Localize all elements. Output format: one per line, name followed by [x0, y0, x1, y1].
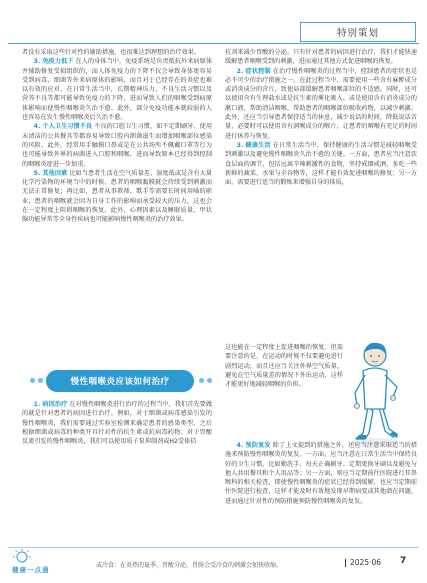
item-hygiene — [22, 122, 212, 168]
healthy-living-cont: 这也能在一定程度上促进咽喉的恢复。但需要注意的是，在运动的时候不仅要避免进行剧烈运动，而且还应当关注外界空气质量，避免在空气质量差的情况下外出运动，这样才能更好地减轻咽喉的负担。 — [225, 344, 343, 389]
item-prevent-relapse — [225, 441, 417, 506]
left-column — [22, 48, 212, 365]
intro-paragraph: 者没有采取这些针对性的辅助措施，也很难达到理想的治疗效果。 — [22, 49, 201, 56]
logo-text: 健康一点通 — [12, 566, 50, 574]
item-title: 4. 个人卫生习惯不良 — [33, 123, 93, 131]
item-text: 在日常生活当中，保持健康的生活习惯是减轻咽喉受到刺激以及避免慢性咽喉炎久治不愈的关键。一方面，患者应当注意饮食层面的调节，包括远离辛辣刺激性的食物，坚持戒烟戒酒，多吃一些新鲜的蔬菜、水果与全谷物等，这样才能有效促进咽喉的修复；另一方面，需要进行适当的锻炼来增强自身的体质， — [225, 141, 417, 187]
item-text: 比如当患者生活在空气质量差、湿度低或是含有大量化学污染物的环境当中的时候，患者的咽喉黏膜就会持续受到刺激而无法正常修复；再比如，患者从事教师、歌手等需要长时间用嗓的职业，患者的咽喉就会因为自身工作的影响而承受较大的压力，这也会在一定程度上阻碍咽喉的恢复。此外，心理因素以及睡眠质量、甲状腺功能异常等全身性疾病也可能影响慢性咽喉炎的治疗效果。 — [22, 169, 212, 224]
lightbulb-icon — [10, 548, 80, 566]
item-title: 5. 其他因素 — [33, 169, 68, 177]
column-logo — [10, 548, 80, 578]
exercise-figure-illustration — [335, 335, 417, 447]
section-title: 特别策划 — [336, 28, 379, 39]
right-column — [225, 48, 417, 342]
footer-quote: 或冷食：在炎热的夏季，胃酸分泌，胃肠会受冷食的刺激会加快收缩。 — [96, 562, 283, 569]
right-column-bottom — [225, 441, 417, 537]
item-text: 在治疗慢性咽喉炎的过程当中，控制患者的症状也是必不可少的治疗措施之一。在此过程当中，需要使用一些含有麻醉成分或消炎成分的含片，致使局部缓解患者咽喉部位的不适感。同时，还可以使用含有生理盐水或是抗生素的雾化吸入、或是使用含有消炎成分的漱口液，帮助清洁咽喉，帮助患者的咽喉部位吸收药物，以减少刺激。此外，还应当引导患者保持适当的休息，减少说话的时间，降低说话音量，必要时可以使用含有润喉成分的喉片，让患者的咽喉有充足的时间进行休养与恢复。 — [225, 67, 417, 140]
section-banner — [46, 370, 194, 392]
continued-paragraph: 抗剂来减少胃酸的分泌。只有针对患者的病因进行治疗，我们才能快速缓解患者咽喉受到的刺激，进而通过其他方式促进咽喉的恢复。 — [225, 49, 417, 66]
item-symptom-control — [225, 67, 417, 141]
item-healthy-living — [225, 141, 417, 187]
item-title: 1. 病因治疗 — [33, 401, 68, 408]
banner-title: 慢性咽喉炎应该如何治疗 — [70, 377, 170, 387]
item-title: 3. 健康生活 — [236, 141, 271, 149]
item-text: 在对慢性咽喉炎进行治疗的过程当中，我们首先要做的就是针对患者的病因进行治疗。例如，对于细菌或病毒感染引发的慢性咽喉炎，我们需要通过实验室检测来确定患者的感染类型，之后根据细菌或病毒的种类开具针对性的抗生素或抗病毒药物；对于胃酸反流引发的慢性咽喉炎，我们可以使用质子泵抑制剂或H2受体拮 — [22, 401, 212, 446]
item-title: 2. 症状控制 — [236, 67, 271, 75]
item-title: 4. 预防复发 — [236, 442, 271, 449]
banner-dots-left — [30, 378, 43, 384]
issue-date-text: 2025·06 — [350, 558, 382, 567]
item-immunity — [22, 57, 212, 122]
item-text: 不良的口腔卫生习惯，如不定期刷牙、使用未清洁的公共餐具等都容易导致口腔内细菌滋生而增加咽喉部位感染的风险。此外，经常用手触摸口鼻或是在公共场所不佩戴口罩等行为也可能导致外界的病菌进入口腔和咽喉，进而导致原本已经得到控制的咽喉炎症进一步加重。 — [22, 123, 212, 168]
right-column-narrow — [225, 343, 343, 441]
item-cause-treatment — [22, 400, 212, 446]
section-header — [300, 22, 416, 42]
item-text: 除了上文提到的措施之外，还应当注意采取适当的措施来预防慢性咽喉炎的复发。一方面，应当注意在日常生活当中保持良好的卫生习惯，比如勤洗手、每天正确刷牙、定期更换牙刷以及避免与他人共用餐具和个人用品等；另一方面，则应当定期前往医院进行耳鼻喉科的相关检查，即使慢性咽喉炎的症状已经得到缓解，也应当定期前往医院进行检查，这样才能及时有效地发现早期病变或其他潜在问题，进而通过针对性的预防措施预防慢性咽喉炎的复发。 — [225, 442, 417, 505]
issue-date — [345, 558, 381, 567]
banner-dots-right — [199, 378, 212, 384]
left-column-bottom — [22, 400, 212, 538]
page-number: 7 — [400, 556, 407, 566]
item-title: 3. 免疫力低下 — [33, 58, 74, 66]
item-text: 在人的身体当中，免疫系统是负责抵抗外来病原体并辅助修复受损组织的，而人体免疫力的下降不仅会导致身体更容易受到病毒、细菌等外来病原体的影响，而且对于已经存在的炎症也难以有效的应对。在日常生活当中，长期精神压力、不良生活习惯以及营养不良等都可能导致免疫力的下降，进而导致人们的咽喉受到病原体影响而使慢性咽喉炎久治不愈。此外，部分免疫功能本就较弱的人也容易在发生慢性咽喉炎后久治不愈。 — [22, 58, 212, 122]
item-other-factors — [22, 169, 212, 225]
header-divider — [8, 43, 419, 44]
